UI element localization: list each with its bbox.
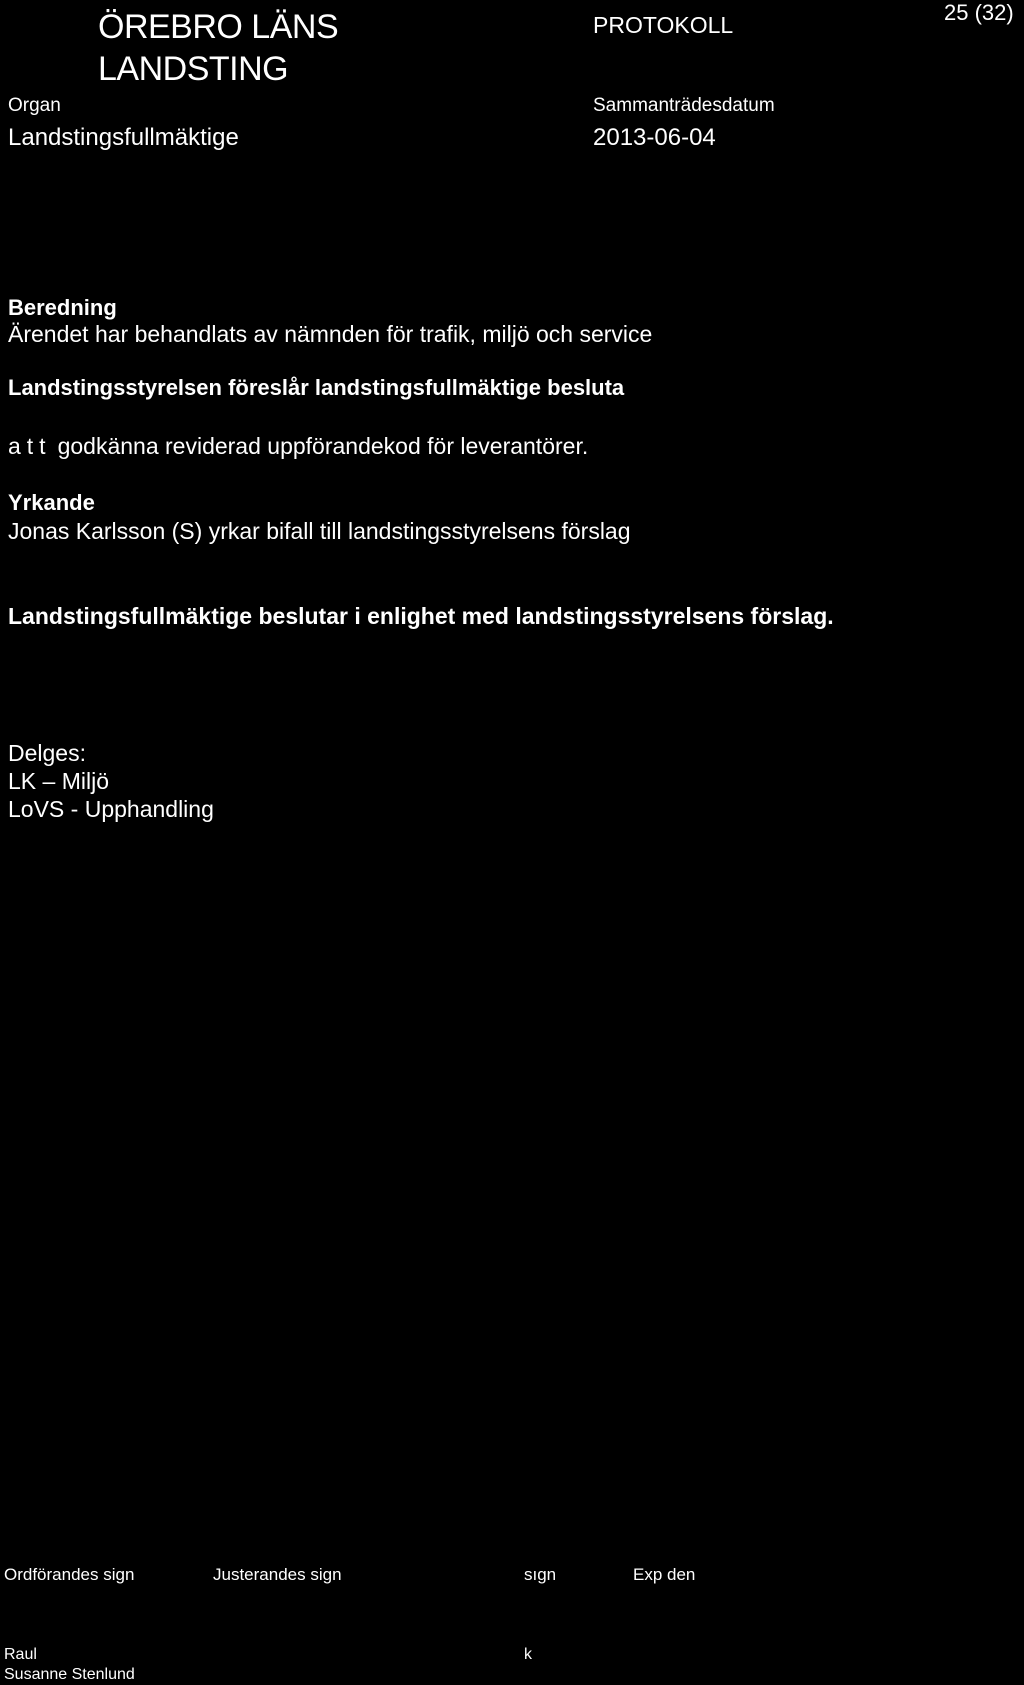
proposal-heading: Landstingsstyrelsen föreslår landstingsfullmäktige besluta bbox=[8, 375, 625, 400]
footer-name-2: Susanne Stenlund bbox=[4, 1666, 135, 1683]
att-text: godkänna reviderad uppförandekod för leverantörer. bbox=[57, 433, 589, 459]
att-clause bbox=[8, 435, 588, 458]
delges-label: Delges: bbox=[8, 740, 86, 766]
organization-name-line1: ÖREBRO LÄNS bbox=[98, 8, 339, 46]
sign-label: sıgn bbox=[524, 1565, 557, 1584]
yrkande-heading: Yrkande bbox=[8, 490, 95, 515]
delges-item: LK – Miljö bbox=[8, 768, 109, 794]
organization-name bbox=[98, 6, 338, 90]
page-number: 25 (32) bbox=[944, 0, 1014, 25]
decision-text: Landstingsfullmäktige beslutar i enlighet med landstingsstyrelsens förslag. bbox=[8, 603, 834, 629]
delges-block bbox=[8, 739, 214, 823]
footer-name-1: Raul bbox=[4, 1646, 37, 1663]
beredning-text: Ärendet har behandlats av nämnden för trafik, miljö och service bbox=[8, 321, 653, 347]
justerande-sign-label: Justerandes sign bbox=[213, 1565, 342, 1584]
ordforande-sign-label: Ordförandes sign bbox=[4, 1565, 135, 1584]
meeting-date-label: Sammanträdesdatum bbox=[593, 95, 775, 116]
meeting-date-value: 2013-06-04 bbox=[593, 124, 716, 151]
organization-name-line2: LANDSTING bbox=[98, 50, 289, 88]
footer-k-mark: k bbox=[524, 1646, 532, 1663]
beredning-heading: Beredning bbox=[8, 295, 117, 320]
att-word: att bbox=[8, 433, 52, 459]
delges-item: LoVS - Upphandling bbox=[8, 796, 214, 822]
yrkande-text: Jonas Karlsson (S) yrkar bifall till landstingsstyrelsens förslag bbox=[8, 518, 631, 544]
organ-label: Organ bbox=[8, 95, 61, 116]
exp-den-label: Exp den bbox=[633, 1565, 696, 1584]
document-type: PROTOKOLL bbox=[593, 12, 734, 38]
organ-value: Landstingsfullmäktige bbox=[8, 124, 239, 151]
